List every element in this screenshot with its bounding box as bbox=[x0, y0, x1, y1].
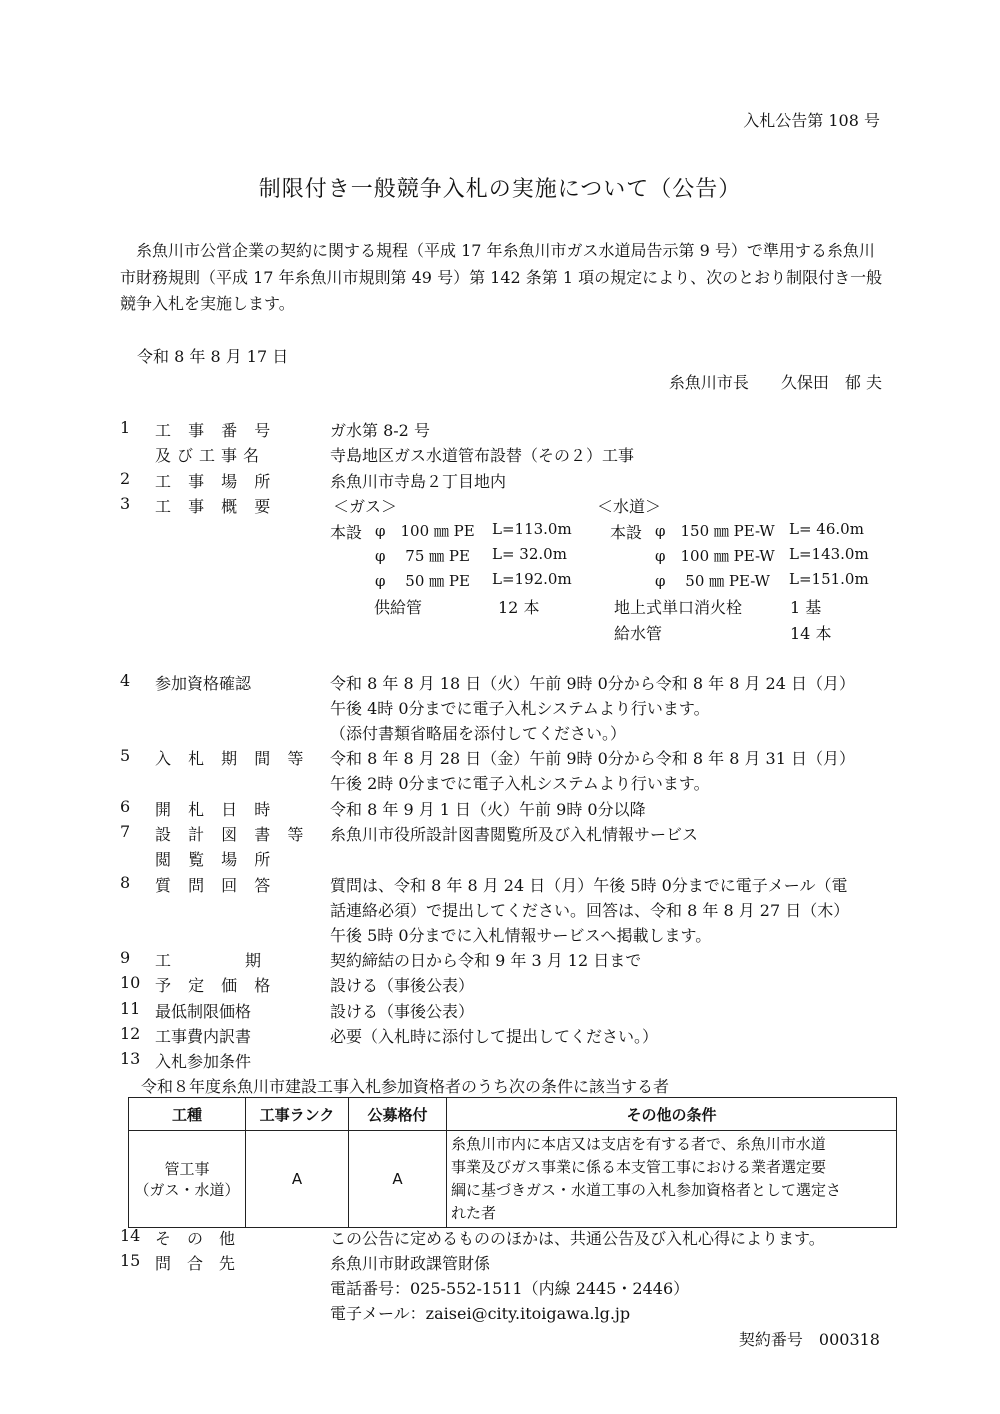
work-name: 寺島地区ガス水道管布設替（その２）工事 bbox=[330, 446, 635, 465]
item-13-number: 13 bbox=[120, 1049, 141, 1068]
item-14-number: 14 bbox=[120, 1226, 141, 1245]
gas-prefix: 本設 bbox=[330, 523, 363, 542]
item-3-number: 3 bbox=[120, 494, 131, 513]
contact-section: 糸魚川市財政課管財係 bbox=[330, 1254, 491, 1273]
water-prefix: 本設 bbox=[610, 523, 643, 542]
gas-pipe-length: L=192.0m bbox=[492, 570, 572, 588]
item-8-number: 8 bbox=[120, 873, 131, 892]
item-9-number: 9 bbox=[120, 948, 131, 967]
hydrant-label: 地上式単口消火栓 bbox=[614, 598, 743, 617]
work-type-line: 管工事 bbox=[164, 1160, 210, 1178]
bidding-period-line: 午後 2時 0分までに電子入札システムより行います。 bbox=[330, 774, 710, 793]
item-4-label: 参加資格確認 bbox=[155, 674, 252, 693]
item-12-number: 12 bbox=[120, 1024, 141, 1043]
conditions-table bbox=[128, 1097, 897, 1228]
document-title: 制限付き一般競争入札の実施について（公告） bbox=[258, 177, 742, 202]
question-line: 午後 5時 0分までに入札情報サービスへ掲載します。 bbox=[330, 926, 712, 945]
header-other-conditions: その他の条件 bbox=[447, 1098, 897, 1131]
item-9-label-a: 工 bbox=[155, 951, 172, 970]
gas-pipe-diameter: φ 100 ㎜ PE bbox=[375, 522, 475, 540]
item-7-label: 設 計 図 書 等 bbox=[155, 825, 310, 844]
notice-date: 令和 8 年 8 月 17 日 bbox=[137, 347, 289, 366]
opening-datetime: 令和 8 年 9 月 1 日（火）午前 9時 0分以降 bbox=[330, 800, 646, 819]
planned-price: 設ける（事後公表） bbox=[330, 976, 475, 995]
cost-breakdown: 必要（入札時に添付して提出してください。） bbox=[330, 1027, 659, 1046]
mayor-signature bbox=[669, 370, 882, 393]
gas-supply-qty: 12 本 bbox=[498, 598, 540, 617]
item-2-label: 工 事 場 所 bbox=[155, 472, 277, 491]
service-pipe-qty: 14 本 bbox=[790, 624, 832, 643]
table-row bbox=[129, 1131, 897, 1228]
water-pipe-diameter: φ 100 ㎜ PE-W bbox=[655, 547, 775, 565]
condition-line: 綱に基づきガス・水道工事の入札参加資格者として選定さ bbox=[451, 1181, 842, 1199]
header-work-rank: 工事ランク bbox=[246, 1098, 349, 1131]
other-notes: この公告に定めるもののほかは、共通公告及び入札心得によります。 bbox=[330, 1229, 825, 1248]
item-10-number: 10 bbox=[120, 973, 141, 992]
water-pipe-length: L=151.0m bbox=[789, 570, 869, 588]
condition-line: れた者 bbox=[451, 1204, 497, 1222]
gas-pipe-diameter: φ 50 ㎜ PE bbox=[375, 572, 470, 590]
condition-line: 糸魚川市内に本店又は支店を有する者で、糸魚川市水道 bbox=[451, 1135, 826, 1153]
water-pipe-length: L= 46.0m bbox=[789, 520, 864, 538]
qualification-line: 令和 8 年 8 月 18 日（火）午前 9時 0分から令和 8 年 8 月 24 日（月） bbox=[330, 674, 856, 693]
work-number: ガ水第 8-2 号 bbox=[330, 421, 430, 440]
contract-number: 契約番号 000318 bbox=[738, 1330, 880, 1349]
work-type-line: （ガス・水道） bbox=[134, 1181, 240, 1199]
item-3-label: 工 事 概 要 bbox=[155, 497, 277, 516]
table-header-row bbox=[129, 1098, 897, 1131]
contact-email: 電子メール：zaisei@city.itoigawa.lg.jp bbox=[330, 1304, 631, 1323]
gas-supply-label: 供給管 bbox=[374, 598, 423, 617]
work-period: 契約締結の日から令和 9 年 3 月 12 日まで bbox=[330, 951, 642, 970]
participation-condition-intro: 令和８年度糸魚川市建設工事入札参加資格者のうち次の条件に該当する者 bbox=[141, 1077, 670, 1096]
service-pipe-label: 給水管 bbox=[614, 624, 663, 643]
item-7-label-2: 閲 覧 場 所 bbox=[155, 850, 277, 869]
item-2-number: 2 bbox=[120, 469, 131, 488]
bidding-period-line: 令和 8 年 8 月 28 日（金）午前 9時 0分から令和 8 年 8 月 31 日（月） bbox=[330, 749, 856, 768]
item-9-label-b: 期 bbox=[245, 951, 262, 970]
item-5-number: 5 bbox=[120, 746, 131, 765]
grade-cell: A bbox=[349, 1131, 447, 1228]
item-15-label: 問 合 先 bbox=[155, 1254, 236, 1273]
work-location: 糸魚川市寺島２丁目地内 bbox=[330, 472, 507, 491]
item-14-label: そ の 他 bbox=[155, 1229, 236, 1248]
item-1-number: 1 bbox=[120, 418, 131, 437]
gas-pipe-diameter: φ 75 ㎜ PE bbox=[375, 547, 470, 565]
water-pipe-diameter: φ 50 ㎜ PE-W bbox=[655, 572, 770, 590]
item-5-label: 入 札 期 間 等 bbox=[155, 749, 310, 768]
rank-cell: A bbox=[246, 1131, 349, 1228]
header-work-type: 工種 bbox=[129, 1098, 246, 1131]
intro-paragraph: 糸魚川市公営企業の契約に関する規程（平成 17 年糸魚川市ガス水道局告示第 9 号）で準用する糸魚川市財務規則（平成 17 年糸魚川市規則第 49 号）第 142 条第 1 項の規定により、次のとおり制限付き一般競争入札を実施します。 bbox=[120, 241, 883, 313]
mayor-name: 久保田 郁 夫 bbox=[780, 373, 882, 392]
question-line: 話連絡必須）で提出してください。回答は、令和 8 年 8 月 27 日（木） bbox=[330, 901, 850, 920]
item-8-label: 質 問 回 答 bbox=[155, 876, 277, 895]
notice-number: 入札公告第 108 号 bbox=[743, 111, 880, 130]
gas-heading: ＜ガス＞ bbox=[333, 497, 398, 516]
gas-pipe-length: L= 32.0m bbox=[492, 545, 567, 563]
qualification-line: 午後 4時 0分までに電子入札システムより行います。 bbox=[330, 699, 710, 718]
viewing-place: 糸魚川市役所設計図書閲覧所及び入札情報サービス bbox=[330, 825, 699, 844]
item-4-number: 4 bbox=[120, 671, 131, 690]
item-12-label: 工事費内訳書 bbox=[155, 1027, 252, 1046]
water-pipe-length: L=143.0m bbox=[789, 545, 869, 563]
gas-pipe-length: L=113.0m bbox=[492, 520, 572, 538]
item-15-number: 15 bbox=[120, 1251, 141, 1270]
item-6-number: 6 bbox=[120, 797, 131, 816]
item-11-number: 11 bbox=[120, 999, 141, 1018]
item-6-label: 開 札 日 時 bbox=[155, 800, 277, 819]
item-13-label: 入札参加条件 bbox=[155, 1052, 252, 1071]
item-11-label: 最低制限価格 bbox=[155, 1002, 252, 1021]
hydrant-qty: 1 基 bbox=[790, 598, 822, 617]
water-heading: ＜水道＞ bbox=[597, 497, 662, 516]
header-public-grade: 公募格付 bbox=[349, 1098, 447, 1131]
mayor-title: 糸魚川市長 bbox=[668, 373, 749, 392]
work-type-cell bbox=[129, 1131, 246, 1228]
item-1-label-2: 及び工事名 bbox=[155, 446, 266, 465]
water-pipe-diameter: φ 150 ㎜ PE-W bbox=[655, 522, 775, 540]
question-line: 質問は、令和 8 年 8 月 24 日（月）午後 5時 0分までに電子メール（電 bbox=[330, 876, 848, 895]
contact-phone: 電話番号：025-552-1511（内線 2445・2446） bbox=[330, 1279, 690, 1298]
item-1-label: 工 事 番 号 bbox=[155, 421, 277, 440]
minimum-price: 設ける（事後公表） bbox=[330, 1002, 475, 1021]
item-7-number: 7 bbox=[120, 822, 131, 841]
item-10-label: 予 定 価 格 bbox=[155, 976, 277, 995]
qualification-line: （添付書類省略届を添付してください。） bbox=[330, 724, 627, 743]
condition-line: 事業及びガス事業に係る本支管工事における業者選定要 bbox=[451, 1158, 827, 1176]
other-conditions-cell bbox=[447, 1131, 897, 1228]
